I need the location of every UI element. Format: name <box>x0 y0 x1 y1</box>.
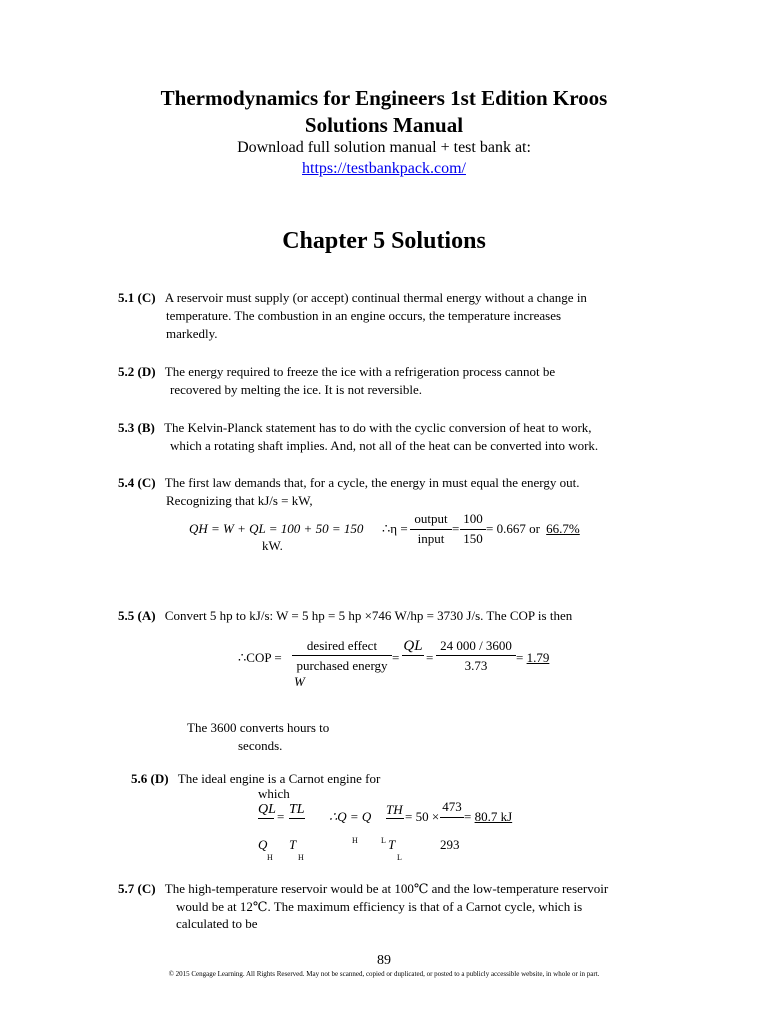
efficiency-result <box>486 520 580 538</box>
fraction-bar <box>440 817 464 818</box>
problem-label: 5.7 (C) <box>118 881 156 896</box>
fraction-bar <box>292 655 392 656</box>
ratio-denominator-q: Q <box>258 837 268 852</box>
subscript: H <box>267 853 273 862</box>
subscript: L <box>381 836 386 845</box>
fraction-bar <box>386 818 404 819</box>
chapter-title: Chapter 5 Solutions <box>282 228 486 254</box>
problem-label: 5.2 (D) <box>118 364 156 379</box>
ratio-th: TH <box>386 802 403 817</box>
equals-sign: = <box>392 650 400 665</box>
document-title-line-2: Solutions Manual <box>304 113 464 137</box>
download-text: Download full solution manual + test bank at: <box>237 139 531 156</box>
carnot-result-row: = 80.7 kJ <box>464 809 513 824</box>
problem-label: 5.4 (C) <box>118 475 156 490</box>
problem-5-2 <box>118 363 555 381</box>
fraction-numerator: 473 <box>442 799 462 814</box>
problem-5-7 <box>118 880 608 898</box>
fraction-bar <box>410 529 452 530</box>
fraction-denominator: 3.73 <box>464 658 488 673</box>
equals-sign: = <box>277 809 285 824</box>
download-link-row <box>0 160 768 178</box>
problem-text-line: The Kelvin-Planck statement has to do with the cyclic conversion of heat to work, <box>164 420 592 435</box>
subscript: H <box>298 853 304 862</box>
carnot-equation-mid: ∴Q = Q <box>329 809 372 824</box>
problem-text-line: markedly. <box>166 326 218 341</box>
problem-5-3 <box>118 419 592 437</box>
problem-text-line: A reservoir must supply (or accept) continual thermal energy without a change in <box>164 290 587 305</box>
efficiency-prefix: ∴η = <box>382 521 408 536</box>
fraction-bar <box>436 655 516 656</box>
equation-unit: kW. <box>262 538 283 553</box>
fraction-bar <box>402 655 424 656</box>
equation-multiplier: = 50 × <box>405 809 440 824</box>
efficiency-decimal: = 0.667 or <box>486 521 540 536</box>
temperature-low: T <box>388 837 396 852</box>
fraction-denominator-symbol: W <box>294 674 305 689</box>
fraction-denominator: input <box>417 531 445 546</box>
fraction-numerator: 24 000 / 3600 <box>440 638 512 653</box>
cop-result-row: = 1.79 <box>516 650 550 665</box>
problem-text-line: The high-temperature reservoir would be at 100℃ and the low-temperature reservoir <box>164 881 609 896</box>
subscript: L <box>397 853 402 862</box>
fraction-bar <box>289 818 305 819</box>
page-number: 89 <box>377 953 391 968</box>
fraction-bar <box>258 818 274 819</box>
note-line: seconds. <box>238 738 283 753</box>
document-title-line-1: Thermodynamics for Engineers 1st Edition Kroos <box>160 86 608 110</box>
problem-text-line: The energy required to freeze the ice with a refrigeration process cannot be <box>164 364 556 379</box>
problem-text-line: Recognizing that kJ/s = kW, <box>166 493 313 508</box>
fraction-numerator: output <box>414 511 448 526</box>
problem-label: 5.1 (C) <box>118 290 156 305</box>
carnot-result: 80.7 kJ <box>474 809 513 824</box>
download-link[interactable]: https://testbankpack.com/ <box>302 160 466 177</box>
problem-text-line: calculated to be <box>176 916 258 931</box>
subscript: H <box>352 836 358 845</box>
problem-text-line: Convert 5 hp to kJ/s: W = 5 hp = 5 hp ×746 W/hp = 3730 J/s. The COP is then <box>164 608 573 623</box>
problem-label: 5.6 (D) <box>131 771 169 786</box>
note-line: The 3600 converts hours to <box>187 720 330 735</box>
problem-text-line: which a rotating shaft implies. And, not all of the heat can be converted into work. <box>170 438 599 453</box>
ratio-numerator-q: QL <box>258 802 276 817</box>
equals-sign: = <box>452 521 460 536</box>
cop-prefix: ∴COP = <box>238 650 282 665</box>
problem-label: 5.5 (A) <box>118 608 156 623</box>
efficiency-percent: 66.7% <box>546 521 580 536</box>
problem-5-5 <box>118 607 572 625</box>
fraction-numerator: desired effect <box>306 638 378 653</box>
fraction-denominator: 150 <box>463 531 483 546</box>
fraction-denominator: purchased energy <box>296 658 388 673</box>
fraction-bar <box>460 529 486 530</box>
cop-result: 1.79 <box>526 650 550 665</box>
equals-sign: = <box>426 650 434 665</box>
problem-label: 5.3 (B) <box>118 420 155 435</box>
problem-text-line: would be at 12℃. The maximum efficiency is that of a Carnot cycle, which is <box>176 899 583 914</box>
fraction-numerator: 100 <box>463 511 483 526</box>
first-law-equation: QH = W + QL = 100 + 50 = 150 <box>189 521 364 536</box>
problem-text-line: The first law demands that, for a cycle, the energy in must equal the energy out. <box>164 475 580 490</box>
problem-text-line: The ideal engine is a Carnot engine for <box>177 771 381 786</box>
problem-text-line: which <box>258 786 290 801</box>
problem-5-6 <box>131 770 380 788</box>
problem-text-line: recovered by melting the ice. It is not reversible. <box>170 382 422 397</box>
copyright-footer: © 2015 Cengage Learning. All Rights Reserved. May not be scanned, copied or duplicated, or posted to a publicly accessible website, in whole or in part. <box>168 970 600 978</box>
problem-text-line: temperature. The combustion in an engine occurs, the temperature increases <box>166 308 562 323</box>
ratio-denominator-t: T <box>289 837 297 852</box>
problem-5-1 <box>118 289 587 307</box>
fraction-numerator: QL <box>403 638 423 654</box>
fraction-denominator: 293 <box>440 837 460 852</box>
ratio-numerator-t: TL <box>289 802 305 817</box>
problem-5-4 <box>118 474 579 492</box>
